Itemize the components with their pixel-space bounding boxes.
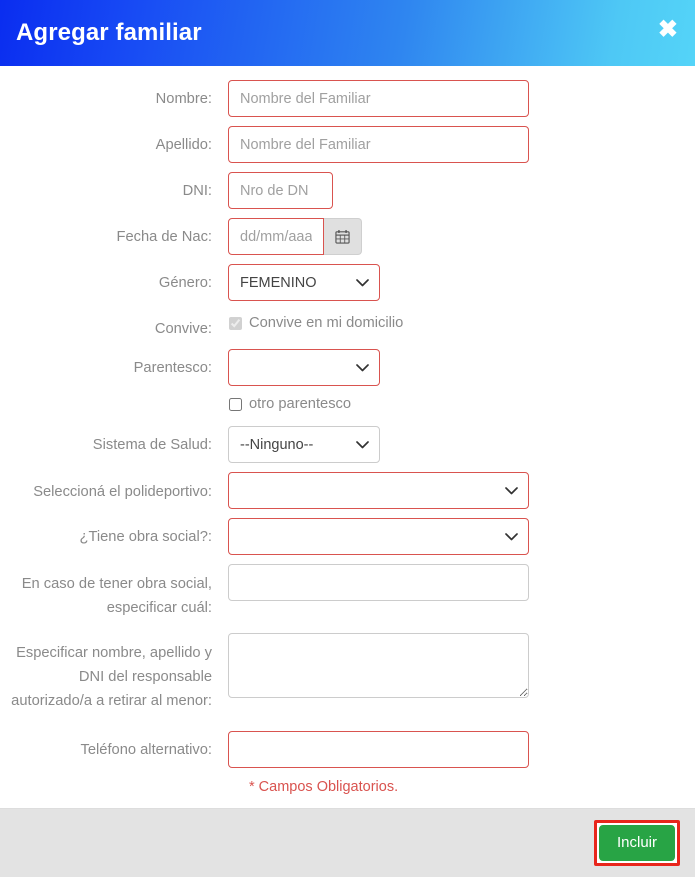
label-polideportivo: Seleccioná el polideportivo: bbox=[33, 484, 212, 500]
date-input-group bbox=[228, 218, 695, 255]
convive-checkbox bbox=[229, 317, 242, 330]
otro-parentesco-checkbox-row bbox=[228, 391, 695, 417]
label-telefono-alternativo: Teléfono alternativo: bbox=[80, 742, 212, 758]
required-fields-note: * Campos Obligatorios. bbox=[249, 779, 399, 795]
required-note-row bbox=[0, 778, 695, 796]
control-sistema-salud bbox=[228, 426, 695, 463]
tiene-obra-social-select[interactable] bbox=[228, 518, 529, 555]
field-row-tiene-obra-social bbox=[0, 518, 695, 555]
control-telefono-alternativo bbox=[228, 731, 695, 768]
control-genero bbox=[228, 264, 695, 301]
page-title: Agregar familiar bbox=[16, 19, 202, 46]
required-note-spacer bbox=[0, 778, 228, 786]
nombre-input[interactable] bbox=[228, 80, 529, 117]
label-tiene-obra-social: ¿Tiene obra social?: bbox=[79, 529, 212, 545]
label-convive: Convive: bbox=[154, 321, 212, 337]
label-dni: DNI: bbox=[182, 183, 212, 199]
modal-header bbox=[0, 0, 695, 66]
field-row-genero bbox=[0, 264, 695, 301]
field-row-fecha-nac bbox=[0, 218, 695, 255]
sistema-salud-select-wrap bbox=[228, 426, 380, 463]
parentesco-select-wrap bbox=[228, 349, 380, 386]
label-sistema-salud: Sistema de Salud: bbox=[92, 437, 212, 453]
control-cual-obra-social bbox=[228, 564, 695, 601]
dni-input[interactable] bbox=[228, 172, 333, 209]
label-genero: Género: bbox=[158, 275, 212, 291]
convive-checkbox-row bbox=[228, 310, 695, 336]
parentesco-select[interactable] bbox=[228, 349, 380, 386]
control-tiene-obra-social bbox=[228, 518, 695, 555]
genero-select-wrap bbox=[228, 264, 380, 301]
field-row-cual-obra-social bbox=[0, 564, 695, 620]
field-row-telefono-alternativo bbox=[0, 731, 695, 768]
modal-footer bbox=[0, 808, 695, 877]
label-fecha-nac: Fecha de Nac: bbox=[116, 229, 212, 245]
otro-parentesco-label: otro parentesco bbox=[249, 396, 352, 412]
field-row-parentesco bbox=[0, 349, 695, 417]
telefono-alternativo-input[interactable] bbox=[228, 731, 529, 768]
tiene-obra-social-select-wrap bbox=[228, 518, 529, 555]
field-row-apellido bbox=[0, 126, 695, 163]
field-row-convive bbox=[0, 310, 695, 340]
responsable-autorizado-textarea[interactable] bbox=[228, 633, 529, 698]
field-row-nombre bbox=[0, 80, 695, 117]
close-icon[interactable]: ✖ bbox=[657, 16, 678, 43]
calendar-glyph bbox=[335, 229, 350, 244]
calendar-icon[interactable] bbox=[324, 218, 362, 255]
field-row-responsable-autorizado bbox=[0, 633, 695, 713]
polideportivo-select[interactable] bbox=[228, 472, 529, 509]
fecha-nac-input[interactable] bbox=[228, 218, 324, 255]
cual-obra-social-input[interactable] bbox=[228, 564, 529, 601]
label-parentesco: Parentesco: bbox=[133, 360, 212, 376]
convive-checkbox-label: Convive en mi domicilio bbox=[249, 315, 404, 331]
label-nombre: Nombre: bbox=[155, 91, 212, 107]
control-apellido bbox=[228, 126, 695, 163]
otro-parentesco-checkbox[interactable] bbox=[229, 398, 242, 411]
genero-select[interactable] bbox=[228, 264, 380, 301]
label-apellido: Apellido: bbox=[155, 137, 212, 153]
control-parentesco bbox=[228, 349, 695, 417]
field-row-sistema-salud bbox=[0, 426, 695, 463]
label-responsable-autorizado: Especificar nombre, apellido y DNI del responsable autorizado/a a retirar al menor: bbox=[11, 645, 212, 709]
control-fecha-nac bbox=[228, 218, 695, 255]
required-note-control bbox=[228, 778, 695, 796]
control-nombre bbox=[228, 80, 695, 117]
control-convive bbox=[228, 310, 695, 336]
control-dni bbox=[228, 172, 695, 209]
modal-body bbox=[0, 66, 695, 808]
control-polideportivo bbox=[228, 472, 695, 509]
submit-focus-ring bbox=[594, 820, 680, 866]
field-row-polideportivo bbox=[0, 472, 695, 509]
sistema-salud-select[interactable] bbox=[228, 426, 380, 463]
polideportivo-select-wrap bbox=[228, 472, 529, 509]
label-cual-obra-social: En caso de tener obra social, especificar cuál: bbox=[21, 576, 212, 616]
field-row-dni bbox=[0, 172, 695, 209]
incluir-button[interactable]: Incluir bbox=[599, 825, 675, 861]
control-responsable-autorizado bbox=[228, 633, 695, 703]
apellido-input[interactable] bbox=[228, 126, 529, 163]
